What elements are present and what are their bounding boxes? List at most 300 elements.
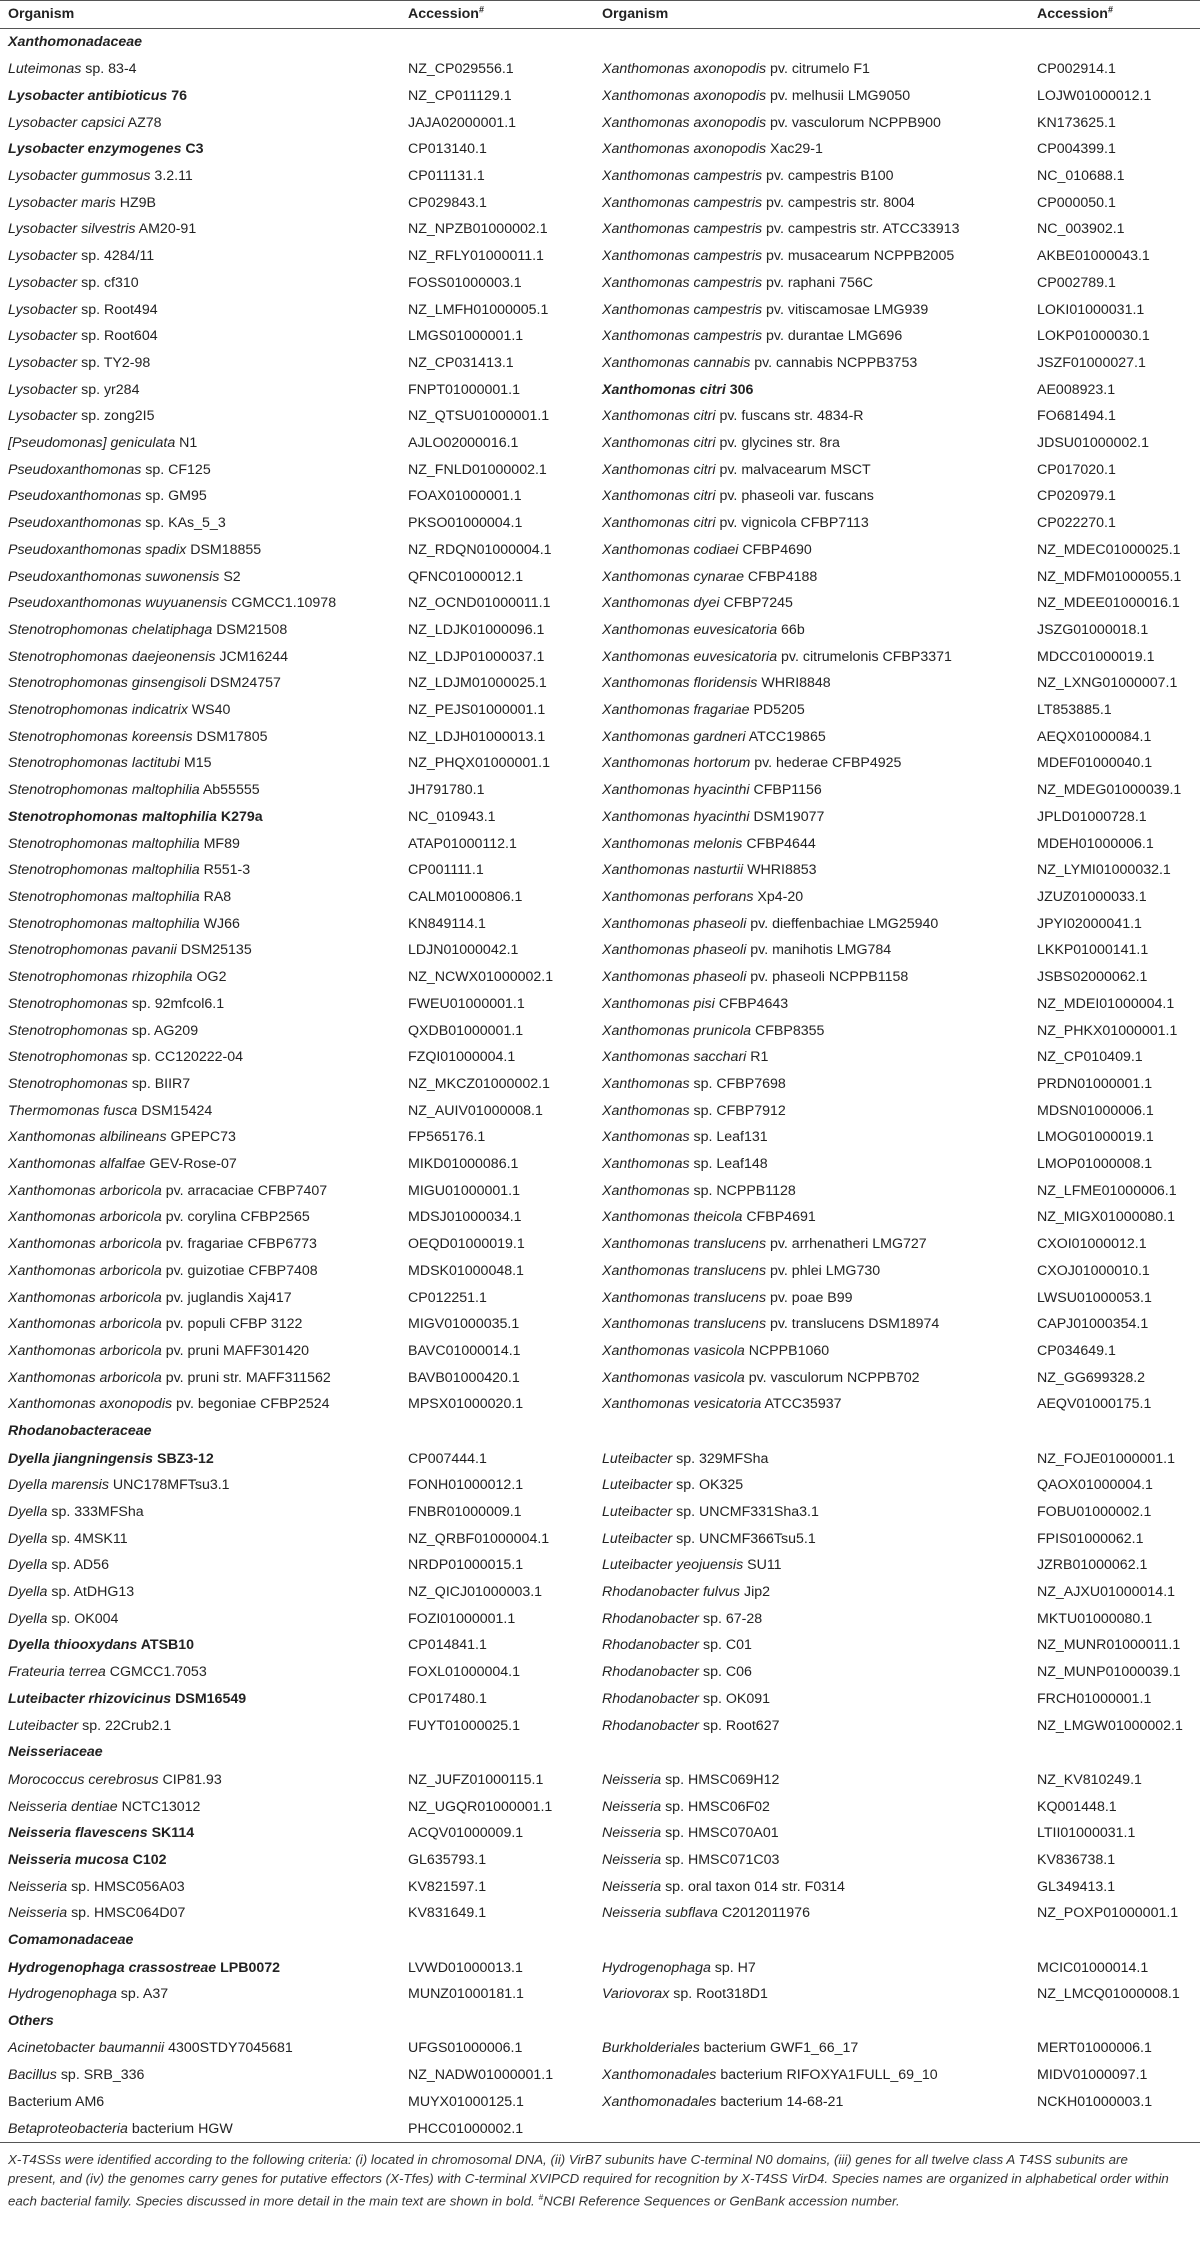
organism-strain: NCPPB1060 <box>744 1342 830 1359</box>
accession-cell: FRCH01000001.1 <box>1037 1690 1152 1707</box>
organism-cell <box>0 1820 400 1847</box>
accession-cell: LMOP01000008.1 <box>1037 1156 1153 1173</box>
table-row <box>0 1391 1200 1418</box>
organism-genus-species: Xanthomonas fragariae <box>602 702 750 719</box>
organism-genus-species: Xanthomonas phaseoli <box>602 942 747 959</box>
organism-strain: sp. 92mfcol6.1 <box>127 995 225 1012</box>
organism-strain: ATSB10 <box>137 1637 195 1654</box>
organism-strain: sp. Leaf131 <box>689 1129 768 1146</box>
organism-cell <box>0 243 400 270</box>
accession-cell: PKSO01000004.1 <box>408 515 523 532</box>
organism-genus-species: Xanthomonas prunicola <box>602 1022 752 1039</box>
organism-genus-species: Stenotrophomonas pavanii <box>8 942 177 959</box>
organism-cell <box>594 1606 1029 1633</box>
accession-cell: CP017020.1 <box>1037 461 1116 478</box>
organism-genus-species: Xanthomonas theicola <box>602 1209 743 1226</box>
organism-strain: CFBP4643 <box>714 995 789 1012</box>
organism-strain: sp. 4MSK11 <box>47 1530 128 1547</box>
family-heading-row <box>0 1418 1200 1446</box>
accession-cell: FP565176.1 <box>408 1129 486 1146</box>
organism-strain: C102 <box>128 1851 167 1868</box>
organism-cell <box>594 804 1029 831</box>
organism-strain: Xp4-20 <box>753 889 804 905</box>
table-row <box>0 697 1200 724</box>
organism-cell <box>0 457 400 484</box>
organism-cell <box>594 297 1029 324</box>
table-row <box>0 884 1200 911</box>
organism-cell <box>594 1178 1029 1205</box>
organism-cell <box>0 403 400 430</box>
organism-cell <box>594 1686 1029 1713</box>
accession-cell: KN849114.1 <box>408 915 486 932</box>
accession-cell: LMOG01000019.1 <box>1037 1129 1154 1146</box>
organism-genus-species: Xanthomonas dyei <box>602 595 720 612</box>
organism-cell <box>594 1204 1029 1231</box>
organism-cell <box>0 510 400 537</box>
organism-cell <box>0 750 400 777</box>
accession-cell: MKTU01000080.1 <box>1037 1610 1153 1627</box>
organism-cell <box>594 1552 1029 1579</box>
organism-genus-species: Burkholderiales <box>602 2040 700 2057</box>
organism-cell <box>0 1231 400 1258</box>
organism-genus-species: Xanthomonas axonopodis <box>602 141 767 158</box>
table-row <box>0 1151 1200 1178</box>
accession-cell: NZ_LXNG01000007.1 <box>1037 675 1178 692</box>
organism-genus-species: Stenotrophomonas maltophilia <box>8 808 217 825</box>
organism-cell <box>594 350 1029 377</box>
organism-genus-species: Neisseria <box>602 1825 662 1842</box>
organism-strain: pv. juglandis Xaj417 <box>161 1289 292 1306</box>
table-row <box>0 590 1200 617</box>
organism-cell <box>0 1632 400 1659</box>
organism-strain: sp. 333MFSha <box>47 1503 144 1520</box>
organism-cell <box>594 1579 1029 1606</box>
organism-genus-species: Rhodanobacter fulvus <box>602 1584 741 1601</box>
organism-cell <box>0 297 400 324</box>
organism-genus-species: Xanthomonas euvesicatoria <box>602 648 778 665</box>
organism-cell <box>0 1472 400 1499</box>
accession-cell: NZ_PHKX01000001.1 <box>1037 1022 1178 1039</box>
organism-genus-species: Xanthomonas hortorum <box>602 755 751 772</box>
organism-cell <box>0 724 400 751</box>
organism-cell <box>0 697 400 724</box>
accession-cell: LKKP01000141.1 <box>1037 942 1149 959</box>
header-organism-right: Organism <box>594 1 1029 29</box>
organism-cell <box>0 1446 400 1473</box>
organism-strain: JCM16244 <box>215 648 289 665</box>
organism-genus-species: Dyella marensis <box>8 1477 109 1494</box>
table-row <box>0 2116 1200 2143</box>
organism-genus-species: Xanthomonas citri <box>602 435 716 452</box>
accession-cell: QAOX01000004.1 <box>1037 1477 1153 1494</box>
organism-genus-species: Dyella jiangningensis <box>8 1450 154 1467</box>
accession-cell: NC_010688.1 <box>1037 168 1125 185</box>
accession-cell: FUYT01000025.1 <box>408 1717 520 1734</box>
organism-strain: pv. phlei LMG730 <box>766 1262 881 1279</box>
organism-genus-species: Luteibacter <box>602 1477 673 1494</box>
organism-strain: sp. CFBP7698 <box>689 1075 786 1092</box>
accession-cell: CALM01000806.1 <box>408 889 523 905</box>
organism-cell <box>594 510 1029 537</box>
accession-cell: NZ_LMCQ01000008.1 <box>1037 1986 1180 2003</box>
accession-cell: MDSN01000006.1 <box>1037 1102 1154 1119</box>
table-row <box>0 831 1200 858</box>
organism-strain: NCTC13012 <box>117 1798 201 1815</box>
organism-genus-species: Lysobacter maris <box>8 194 116 211</box>
organism-genus-species: Xanthomonas arboricola <box>8 1209 162 1226</box>
family-heading: Rhodanobacteraceae <box>8 1423 152 1440</box>
organism-cell <box>594 190 1029 217</box>
organism-cell <box>594 1874 1029 1901</box>
accession-cell: FO681494.1 <box>1037 408 1116 425</box>
organism-genus-species: Xanthomonas axonopodis <box>602 114 767 131</box>
organism-strain: sp. C06 <box>699 1664 752 1681</box>
accession-cell: MCIC01000014.1 <box>1037 1959 1149 1976</box>
organism-genus-species: Luteibacter <box>8 1717 79 1734</box>
organism-strain: CFBP4188 <box>743 568 818 585</box>
accession-cell: LTII01000031.1 <box>1037 1825 1136 1842</box>
organism-strain: R551-3 <box>199 862 251 879</box>
accession-cell: JH791780.1 <box>408 782 485 799</box>
organism-cell <box>0 483 400 510</box>
accession-cell: NZ_MIGX01000080.1 <box>1037 1209 1176 1226</box>
organism-strain: sp. HMSC069H12 <box>661 1771 780 1788</box>
organism-strain: AZ78 <box>124 114 162 131</box>
organism-strain: sp. CFBP7912 <box>689 1102 786 1119</box>
organism-genus-species: Stenotrophomonas chelatiphaga <box>8 621 213 638</box>
organism-cell <box>0 1847 400 1874</box>
accession-cell: FNPT01000001.1 <box>408 381 520 398</box>
organism-cell <box>594 537 1029 564</box>
accession-cell: BAVC01000014.1 <box>408 1342 521 1359</box>
organism-strain: sp. OK004 <box>47 1610 119 1627</box>
table-row <box>0 1446 1200 1473</box>
organism-genus-species: Lysobacter silvestris <box>8 221 136 238</box>
accession-cell: NZ_KV810249.1 <box>1037 1771 1142 1788</box>
accession-cell: FONH01000012.1 <box>408 1477 524 1494</box>
accession-cell: NZ_CP010409.1 <box>1037 1049 1143 1066</box>
organism-cell <box>594 1446 1029 1473</box>
accession-cell: JZUZ01000033.1 <box>1037 889 1147 905</box>
organism-strain: PD5205 <box>749 702 805 719</box>
organism-genus-species: Xanthomonas campestris <box>602 274 763 291</box>
organism-genus-species: Xanthomonas melonis <box>602 835 743 852</box>
organism-strain: sp. Leaf148 <box>689 1156 768 1173</box>
organism-strain: CFBP7245 <box>719 595 793 612</box>
organism-genus-species: Xanthomonas campestris <box>602 221 763 238</box>
organism-strain: sp. 4284/11 <box>77 248 155 265</box>
organism-strain: pv. begoniae CFBP2524 <box>172 1396 330 1413</box>
organism-strain: pv. corylina CFBP2565 <box>161 1209 310 1226</box>
organism-genus-species: Neisseria <box>602 1771 662 1788</box>
organism-genus-species: Stenotrophomonas lactitubi <box>8 755 180 772</box>
organism-cell <box>0 1552 400 1579</box>
organism-genus-species: Xanthomonas arboricola <box>8 1316 162 1333</box>
organism-strain: sp. Root318D1 <box>669 1986 768 2003</box>
organism-genus-species: Rhodanobacter <box>602 1664 700 1681</box>
accession-cell: JSZF01000027.1 <box>1037 354 1146 371</box>
organism-genus-species: Luteibacter yeojuensis <box>602 1557 744 1574</box>
organism-strain: DSM17805 <box>192 728 268 745</box>
organism-cell <box>594 2062 1029 2089</box>
organism-cell <box>594 1847 1029 1874</box>
organism-genus-species: Stenotrophomonas maltophilia <box>8 862 200 879</box>
organism-genus-species: Neisseria <box>602 1851 662 1868</box>
organism-genus-species: Xanthomonas floridensis <box>602 675 758 692</box>
organism-cell <box>594 1820 1029 1847</box>
accession-cell: NZ_QICJ01000003.1 <box>408 1584 543 1601</box>
organism-strain: pv. manihotis LMG784 <box>746 942 892 959</box>
organism-genus-species: Xanthomonas vesicatoria <box>602 1396 762 1413</box>
table-row <box>0 1526 1200 1553</box>
organism-cell <box>0 2035 400 2062</box>
accession-cell: OEQD01000019.1 <box>408 1236 525 1253</box>
accession-cell: CP020979.1 <box>1037 488 1116 505</box>
organism-genus-species: Xanthomonas <box>602 1182 690 1199</box>
table-row <box>0 2035 1200 2062</box>
organism-cell <box>0 537 400 564</box>
organism-genus-species: Xanthomonas hyacinthi <box>602 782 750 799</box>
organism-strain: pv. melhusii LMG9050 <box>766 87 911 104</box>
organism-genus-species: [Pseudomonas] geniculata <box>8 435 176 452</box>
table-row <box>0 190 1200 217</box>
accession-cell: CP034649.1 <box>1037 1342 1116 1359</box>
accession-cell: MDSJ01000034.1 <box>408 1209 522 1226</box>
organism-genus-species: Xanthomonas phaseoli <box>602 915 747 932</box>
table-body <box>0 28 1200 2143</box>
table-row <box>0 2089 1200 2116</box>
organism-strain: sp. AG209 <box>127 1022 199 1039</box>
header-organism-left: Organism <box>0 1 400 29</box>
table-row <box>0 1338 1200 1365</box>
accession-cell: NZ_MUNP01000039.1 <box>1037 1664 1181 1681</box>
organism-strain: N1 <box>175 435 198 452</box>
organism-genus-species: Lysobacter capsici <box>8 114 125 131</box>
accession-cell: AE008923.1 <box>1037 381 1116 398</box>
organism-strain: LPB0072 <box>216 1959 281 1976</box>
organism-genus-species: Lysobacter antibioticus <box>8 87 168 104</box>
accession-cell: NZ_CP031413.1 <box>408 354 514 371</box>
organism-cell <box>594 163 1029 190</box>
organism-genus-species: Stenotrophomonas maltophilia <box>8 782 200 799</box>
organism-strain: pv. musacearum NCPPB2005 <box>762 248 955 265</box>
organism-strain: 76 <box>167 87 187 104</box>
accession-cell: FOZI01000001.1 <box>408 1610 516 1627</box>
organism-cell <box>594 564 1029 591</box>
accession-cell: JAJA02000001.1 <box>408 114 517 131</box>
organism-strain: pv. vignicola CFBP7113 <box>715 515 869 532</box>
organism-cell <box>594 1499 1029 1526</box>
accession-cell: LMGS01000001.1 <box>408 328 524 345</box>
organism-cell <box>0 163 400 190</box>
organism-strain: M15 <box>179 755 212 772</box>
organism-cell <box>594 377 1029 404</box>
organism-genus-species: Stenotrophomonas maltophilia <box>8 835 200 852</box>
table-row <box>0 1258 1200 1285</box>
table-row <box>0 617 1200 644</box>
accession-cell: CP013140.1 <box>408 141 487 158</box>
organism-genus-species: Xanthomonas arboricola <box>8 1182 162 1199</box>
accession-cell: NC_010943.1 <box>408 808 496 825</box>
organism-genus-species: Hydrogenophaga <box>8 1986 117 2003</box>
table-row <box>0 1044 1200 1071</box>
table-row <box>0 216 1200 243</box>
organism-genus-species: Xanthomonas vasicola <box>602 1342 745 1359</box>
organism-strain: CFBP4644 <box>742 835 816 852</box>
accession-cell: NZ_LDJK01000096.1 <box>408 621 545 638</box>
organism-genus-species: Neisseria flavescens <box>8 1825 148 1842</box>
organism-strain: sp. UNCMF366Tsu5.1 <box>672 1530 816 1547</box>
table-header <box>0 1 1200 29</box>
organism-genus-species: Xanthomonas sacchari <box>602 1049 747 1066</box>
accession-cell: NZ_LDJP01000037.1 <box>408 648 545 665</box>
organism-cell <box>594 724 1029 751</box>
organism-genus-species: Betaproteobacteria <box>8 2120 128 2137</box>
organism-strain: WHRI8853 <box>743 862 817 879</box>
table-row <box>0 1365 1200 1392</box>
organism-strain: pv. malvacearum MSCT <box>715 461 871 478</box>
organism-strain: C2012011976 <box>717 1905 810 1922</box>
organism-cell <box>594 483 1029 510</box>
organism-genus-species: Xanthomonas vasicola <box>602 1369 745 1386</box>
organism-genus-species: Rhodanobacter <box>602 1637 700 1654</box>
accession-cell: NZ_FNLD01000002.1 <box>408 461 547 478</box>
organism-strain: R1 <box>746 1049 769 1066</box>
accession-cell: LWSU01000053.1 <box>1037 1289 1152 1306</box>
organism-cell <box>594 56 1029 83</box>
organism-cell <box>0 1124 400 1151</box>
organism-genus-species: Dyella <box>8 1584 48 1601</box>
organism-genus-species: Morococcus cerebrosus <box>8 1771 159 1788</box>
accession-cell: KN173625.1 <box>1037 114 1116 131</box>
organism-strain: CGMCC1.10978 <box>227 595 337 612</box>
organism-strain: sp. OK325 <box>672 1477 744 1494</box>
accession-cell: NZ_GG699328.2 <box>1037 1369 1146 1386</box>
organism-strain: CFBP8355 <box>751 1022 825 1039</box>
accession-cell: CAPJ01000354.1 <box>1037 1316 1149 1333</box>
table-row <box>0 1632 1200 1659</box>
organism-cell <box>594 1231 1029 1258</box>
accession-cell: NZ_UGQR01000001.1 <box>408 1798 553 1815</box>
organism-cell <box>594 1018 1029 1045</box>
organism-cell <box>0 1981 400 2008</box>
organism-strain: pv. cannabis NCPPB3753 <box>750 354 918 371</box>
organism-strain: S2 <box>219 568 241 585</box>
organism-strain: SBZ3-12 <box>153 1450 214 1467</box>
organism-genus-species: Luteibacter <box>602 1450 673 1467</box>
organism-genus-species: Thermomonas fusca <box>8 1102 138 1119</box>
organism-cell <box>594 1338 1029 1365</box>
accession-cell: CP001111.1 <box>408 862 484 879</box>
organism-cell <box>594 644 1029 671</box>
organism-cell <box>594 831 1029 858</box>
table-row <box>0 804 1200 831</box>
accession-cell: CP004399.1 <box>1037 141 1116 158</box>
organism-strain: sp. zong2I5 <box>77 408 155 425</box>
organism-cell <box>594 670 1029 697</box>
organism-cell <box>594 1794 1029 1821</box>
family-heading-row <box>0 1739 1200 1767</box>
table-row <box>0 430 1200 457</box>
accession-cell: JSZG01000018.1 <box>1037 621 1149 638</box>
table-row <box>0 1847 1200 1874</box>
table-row <box>0 1124 1200 1151</box>
organism-cell <box>0 136 400 163</box>
organism-cell <box>0 1258 400 1285</box>
accession-cell: UFGS01000006.1 <box>408 2040 523 2057</box>
organism-strain: DSM18855 <box>186 541 262 558</box>
family-heading: Xanthomonadaceae <box>8 33 143 50</box>
organism-strain: pv. arracaciae CFBP7407 <box>161 1182 328 1199</box>
organism-cell <box>594 1526 1029 1553</box>
organism-cell <box>0 564 400 591</box>
organism-strain: pv. dieffenbachiae LMG25940 <box>746 915 939 932</box>
organism-cell <box>0 1499 400 1526</box>
table-row <box>0 724 1200 751</box>
organism-strain: sp. AD56 <box>47 1557 109 1574</box>
accession-cell: CP007444.1 <box>408 1450 487 1467</box>
organism-cell <box>0 617 400 644</box>
accession-cell <box>1029 2116 1200 2143</box>
table-row <box>0 1686 1200 1713</box>
organism-cell <box>0 1659 400 1686</box>
accession-cell: NZ_MDEE01000016.1 <box>1037 595 1180 612</box>
organism-genus-species: Rhodanobacter <box>602 1717 700 1734</box>
organism-strain: sp. C01 <box>699 1637 752 1654</box>
organism-cell <box>594 216 1029 243</box>
organism-cell <box>0 911 400 938</box>
organism-strain: sp. HMSC06F02 <box>661 1798 770 1815</box>
accession-cell: CP011131.1 <box>408 168 485 185</box>
organism-genus-species: Xanthomonas pisi <box>602 995 715 1012</box>
table-row <box>0 403 1200 430</box>
organism-strain: pv. fragariae CFBP6773 <box>161 1236 317 1253</box>
organism-genus-species: Xanthomonas <box>602 1156 690 1173</box>
organism-genus-species: Xanthomonas arboricola <box>8 1369 162 1386</box>
accession-cell: MPSX01000020.1 <box>408 1396 524 1413</box>
organism-genus-species: Stenotrophomonas rhizophila <box>8 969 193 986</box>
organism-strain: sp. SRB_336 <box>56 2067 145 2084</box>
organism-cell <box>594 617 1029 644</box>
organism-strain: pv. translucens DSM18974 <box>766 1316 940 1333</box>
organism-genus-species: Neisseria dentiae <box>8 1798 118 1815</box>
accession-cell: JPYI02000041.1 <box>1037 915 1142 932</box>
table-row <box>0 350 1200 377</box>
organism-strain: pv. campestris str. 8004 <box>762 194 915 211</box>
organism-strain: CIP81.93 <box>158 1771 222 1788</box>
accession-cell: QFNC01000012.1 <box>408 568 524 585</box>
accession-cell: LOKI01000031.1 <box>1037 301 1145 318</box>
organism-strain: sp. yr284 <box>77 381 140 398</box>
organism-strain: MF89 <box>199 835 240 852</box>
organism-strain: Ab55555 <box>199 782 260 799</box>
table-row <box>0 1874 1200 1901</box>
accession-cell: GL635793.1 <box>408 1851 487 1868</box>
organism-strain: OG2 <box>192 969 227 986</box>
accession-cell: KQ001448.1 <box>1037 1798 1117 1815</box>
organism-cell <box>0 1071 400 1098</box>
organism-genus-species: Pseudoxanthomonas <box>8 515 142 532</box>
organism-cell <box>0 2089 400 2116</box>
accession-cell: LDJN01000042.1 <box>408 942 519 959</box>
organism-cell <box>594 964 1029 991</box>
organism-genus-species: Stenotrophomonas maltophilia <box>8 889 200 905</box>
organism-strain: WS40 <box>187 702 231 719</box>
organism-cell <box>594 1071 1029 1098</box>
organism-genus-species: Stenotrophomonas maltophilia <box>8 915 200 932</box>
organism-cell <box>594 136 1029 163</box>
table-row <box>0 243 1200 270</box>
